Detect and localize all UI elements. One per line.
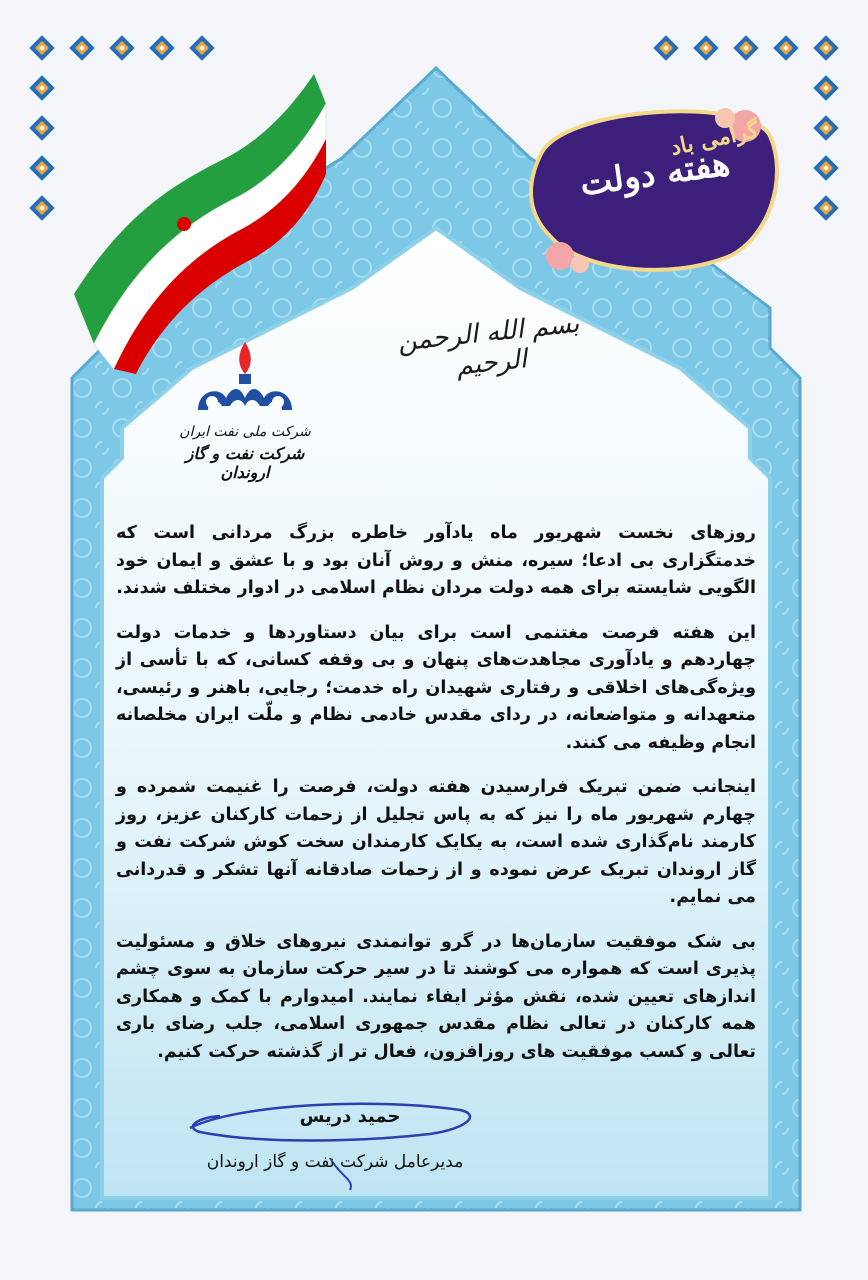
flag-ribbon xyxy=(64,64,329,374)
paragraph-4: بی شک موفقیت سازمان‌ها در گرو توانمندی نیروهای خلاق و مسئولیت پذیری است که همواره می کوشند تا در سیر حرکت سازمان به سوی چشم اندازهای تعیین شده، نقش مؤثر ایفاء نمایند. امیدوارم با کمک و همکاری همه کارکنان در تعالی نظام مقدس جمهوری اسلامی، جلب رضای باری تعالی و کسب موفقیت های روزافزون، فعال تر از گذشته حرکت کنیم. xyxy=(116,931,756,1062)
message-body xyxy=(116,520,756,1083)
bismillah-calligraphy: بسم الله الرحمن الرحیم xyxy=(396,308,581,382)
company-logo xyxy=(170,340,320,482)
signatory-title: مدیرعامل شرکت نفت و گاز اروندان xyxy=(206,1152,464,1172)
nioc-flame-icon xyxy=(190,340,300,420)
paragraph-2: این هفته فرصت مغتنمی است برای بیان دستاوردها و خدمات دولت چهاردهم و یادآوری مجاهدت‌های پنهان و بی وقفه کسانی، که با تأسی از ویژه‌گی‌های اخلاقی و رفتاری شهیدان راه خدمت؛ رجایی، باهنر و رئیسی، متعهدانه و متواضعانه، در ردای مقدس خادمی نظام و ملّت ایران مخلصانه انجام وظیفه می کنند. xyxy=(116,622,756,753)
banner-title: هفته دولت xyxy=(577,143,733,205)
banner-subtitle: گرامی باد xyxy=(668,117,761,161)
logo-text-line1: شرکت ملی نفت ایران xyxy=(179,424,311,440)
logo-text-line2: شرکت نفت و گاز اروندان xyxy=(185,444,305,482)
paragraph-3: اینجانب ضمن تبریک فرارسیدن هفته دولت، فرصت را غنیمت شمرده و چهارم شهریور ماه را نیز که به پاس تجلیل از زحمات کارکنان عزیز، روز کارمند نام‌گذاری شده است، به یکایک کارمندان سخت کوش شرکت نفت و گاز اروندان تبریک عرض نموده و از زحمات صادقانه آنها تشکر و قدردانی می نمایم. xyxy=(116,777,756,907)
signatory-name: حمید دریس xyxy=(299,1106,401,1127)
week-banner xyxy=(520,96,790,276)
signature-block xyxy=(180,1098,500,1198)
paragraph-1: روزهای نخست شهریور ماه یادآور خاطره بزرگ مردانی است که خدمتگزاری بی ادعا؛ سیره، منش و روش آنان بود و با عشق و ایمان خود الگویی شایسته برای همه دولت مردان نظام اسلامی در ادوار مختلف شدند. xyxy=(116,523,756,598)
